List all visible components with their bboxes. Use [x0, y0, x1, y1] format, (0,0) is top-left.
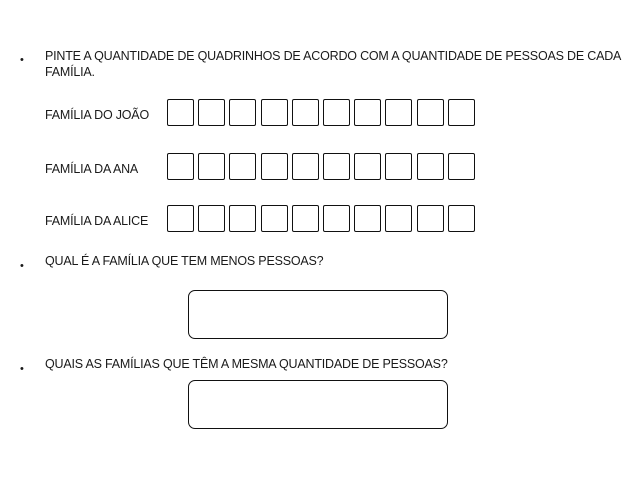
- paint-square[interactable]: [292, 99, 319, 126]
- paint-square[interactable]: [229, 99, 256, 126]
- family-boxes-joao: [167, 99, 475, 126]
- paint-square[interactable]: [385, 99, 412, 126]
- paint-square[interactable]: [167, 153, 194, 180]
- paint-square[interactable]: [261, 153, 288, 180]
- question1-answer-box[interactable]: [188, 290, 448, 339]
- paint-square[interactable]: [417, 153, 444, 180]
- paint-square[interactable]: [198, 99, 225, 126]
- family-label-alice: FAMÍLIA DA ALICE: [45, 214, 149, 228]
- paint-square[interactable]: [385, 153, 412, 180]
- family-label-ana: FAMÍLIA DA ANA: [45, 162, 139, 176]
- paint-square[interactable]: [448, 205, 475, 232]
- paint-square[interactable]: [198, 153, 225, 180]
- paint-square[interactable]: [385, 205, 412, 232]
- paint-square[interactable]: [167, 99, 194, 126]
- paint-square[interactable]: [417, 99, 444, 126]
- paint-square[interactable]: [292, 205, 319, 232]
- paint-square[interactable]: [292, 153, 319, 180]
- question1-bullet: •: [20, 260, 24, 272]
- paint-square[interactable]: [417, 205, 444, 232]
- question1-text: QUAL É A FAMÍLIA QUE TEM MENOS PESSOAS?: [45, 254, 324, 268]
- paint-square[interactable]: [354, 99, 381, 126]
- paint-square[interactable]: [354, 153, 381, 180]
- question2-text: QUAIS AS FAMÍLIAS QUE TÊM A MESMA QUANTIDADE DE PESSOAS?: [45, 357, 448, 371]
- instruction-bullet: •: [20, 54, 24, 66]
- question2-bullet: •: [20, 363, 24, 375]
- paint-square[interactable]: [198, 205, 225, 232]
- family-label-joao: FAMÍLIA DO JOÃO: [45, 108, 149, 122]
- paint-square[interactable]: [167, 205, 194, 232]
- paint-square[interactable]: [261, 205, 288, 232]
- question2-answer-box[interactable]: [188, 380, 448, 429]
- paint-square[interactable]: [229, 153, 256, 180]
- paint-square[interactable]: [354, 205, 381, 232]
- family-boxes-ana: [167, 153, 475, 180]
- paint-square[interactable]: [448, 153, 475, 180]
- family-boxes-alice: [167, 205, 475, 232]
- paint-square[interactable]: [229, 205, 256, 232]
- paint-square[interactable]: [261, 99, 288, 126]
- instruction-text: PINTE A QUANTIDADE DE QUADRINHOS DE ACORDO COM A QUANTIDADE DE PESSOAS DE CADA FAMÍLIA.: [45, 49, 621, 79]
- paint-square[interactable]: [448, 99, 475, 126]
- paint-square[interactable]: [323, 153, 350, 180]
- paint-square[interactable]: [323, 99, 350, 126]
- paint-square[interactable]: [323, 205, 350, 232]
